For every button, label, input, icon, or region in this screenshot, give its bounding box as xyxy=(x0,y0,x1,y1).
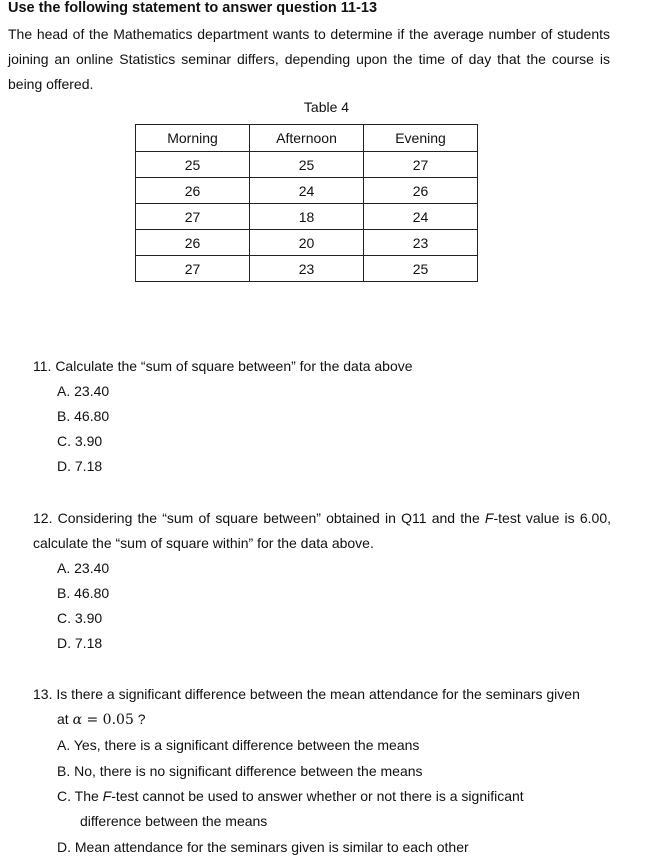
q13-option-c-rest: -test cannot be used to answer whether or not there is a significant xyxy=(111,788,524,804)
table-row xyxy=(136,152,478,178)
q13-option-c-prefix: C. The xyxy=(57,788,103,804)
q13-option-d: D. Mean attendance for the seminars given is similar to each other xyxy=(57,839,469,855)
q11-option-d: D. 7.18 xyxy=(57,458,103,474)
table-row xyxy=(136,178,478,204)
q12-option-c: C. 3.90 xyxy=(57,610,103,626)
q13-at-prefix: at xyxy=(57,711,73,727)
q12-option-d: D. 7.18 xyxy=(57,635,103,651)
q11-option-b: B. 46.80 xyxy=(57,408,110,424)
question-13-text: 13. Is there a significant difference between the mean attendance for the seminars given xyxy=(33,686,580,702)
table-header-row xyxy=(136,125,478,152)
table-cell: 25 xyxy=(364,256,478,282)
table-cell: 25 xyxy=(250,152,364,178)
column-header-afternoon: Afternoon xyxy=(250,125,364,152)
q12-text-part-1: 12. Considering the “sum of square between” obtained in Q11 and the xyxy=(33,510,485,526)
column-header-morning: Morning xyxy=(136,125,250,152)
table-cell: 23 xyxy=(364,230,478,256)
question-11-text: 11. Calculate the “sum of square between” for the data above xyxy=(33,358,413,374)
table-cell: 26 xyxy=(364,178,478,204)
table-cell: 24 xyxy=(250,178,364,204)
question-12-text xyxy=(33,506,611,556)
table-caption: Table 4 xyxy=(303,99,350,115)
table-cell: 18 xyxy=(250,204,364,230)
q13-option-c-line-2: difference between the means xyxy=(80,813,268,829)
table-cell: 24 xyxy=(364,204,478,230)
q13-option-c-f: F xyxy=(102,788,112,804)
q13-option-b: B. No, there is no significant difference between the means xyxy=(57,763,423,779)
q12-option-a: A. 23.40 xyxy=(57,560,110,576)
table-cell: 27 xyxy=(364,152,478,178)
q11-option-c: C. 3.90 xyxy=(57,433,103,449)
table-cell: 26 xyxy=(136,178,250,204)
alpha-symbol: α xyxy=(72,712,83,728)
table-row xyxy=(136,230,478,256)
instruction-heading: Use the following statement to answer question 11-13 xyxy=(8,0,378,16)
table-cell: 27 xyxy=(136,256,250,282)
table-cell: 20 xyxy=(250,230,364,256)
q11-option-a: A. 23.40 xyxy=(57,383,110,399)
q12-text-part-2: -test value is 6.00, calculate the “sum of square within” for the data above. xyxy=(33,510,611,551)
q13-option-a: A. Yes, there is a significant difference between the means xyxy=(57,737,420,753)
table-row xyxy=(136,204,478,230)
column-header-evening: Evening xyxy=(364,125,478,152)
q13-option-c xyxy=(57,784,611,809)
table-cell: 27 xyxy=(136,204,250,230)
table-row xyxy=(136,256,478,282)
q12-option-b: B. 46.80 xyxy=(57,585,110,601)
problem-statement: The head of the Mathematics department wants to determine if the average number of students joining an online Statistics seminar differs, depending upon the time of day that the course is being offered. xyxy=(8,26,610,92)
alpha-value: = 0.05 xyxy=(82,712,134,728)
table-cell: 26 xyxy=(136,230,250,256)
q13-at-suffix: ? xyxy=(133,711,146,727)
data-table xyxy=(135,124,478,282)
q12-f-label: F xyxy=(484,510,494,526)
q13-significance-level xyxy=(57,707,146,733)
table-cell: 23 xyxy=(250,256,364,282)
table-cell: 25 xyxy=(136,152,250,178)
